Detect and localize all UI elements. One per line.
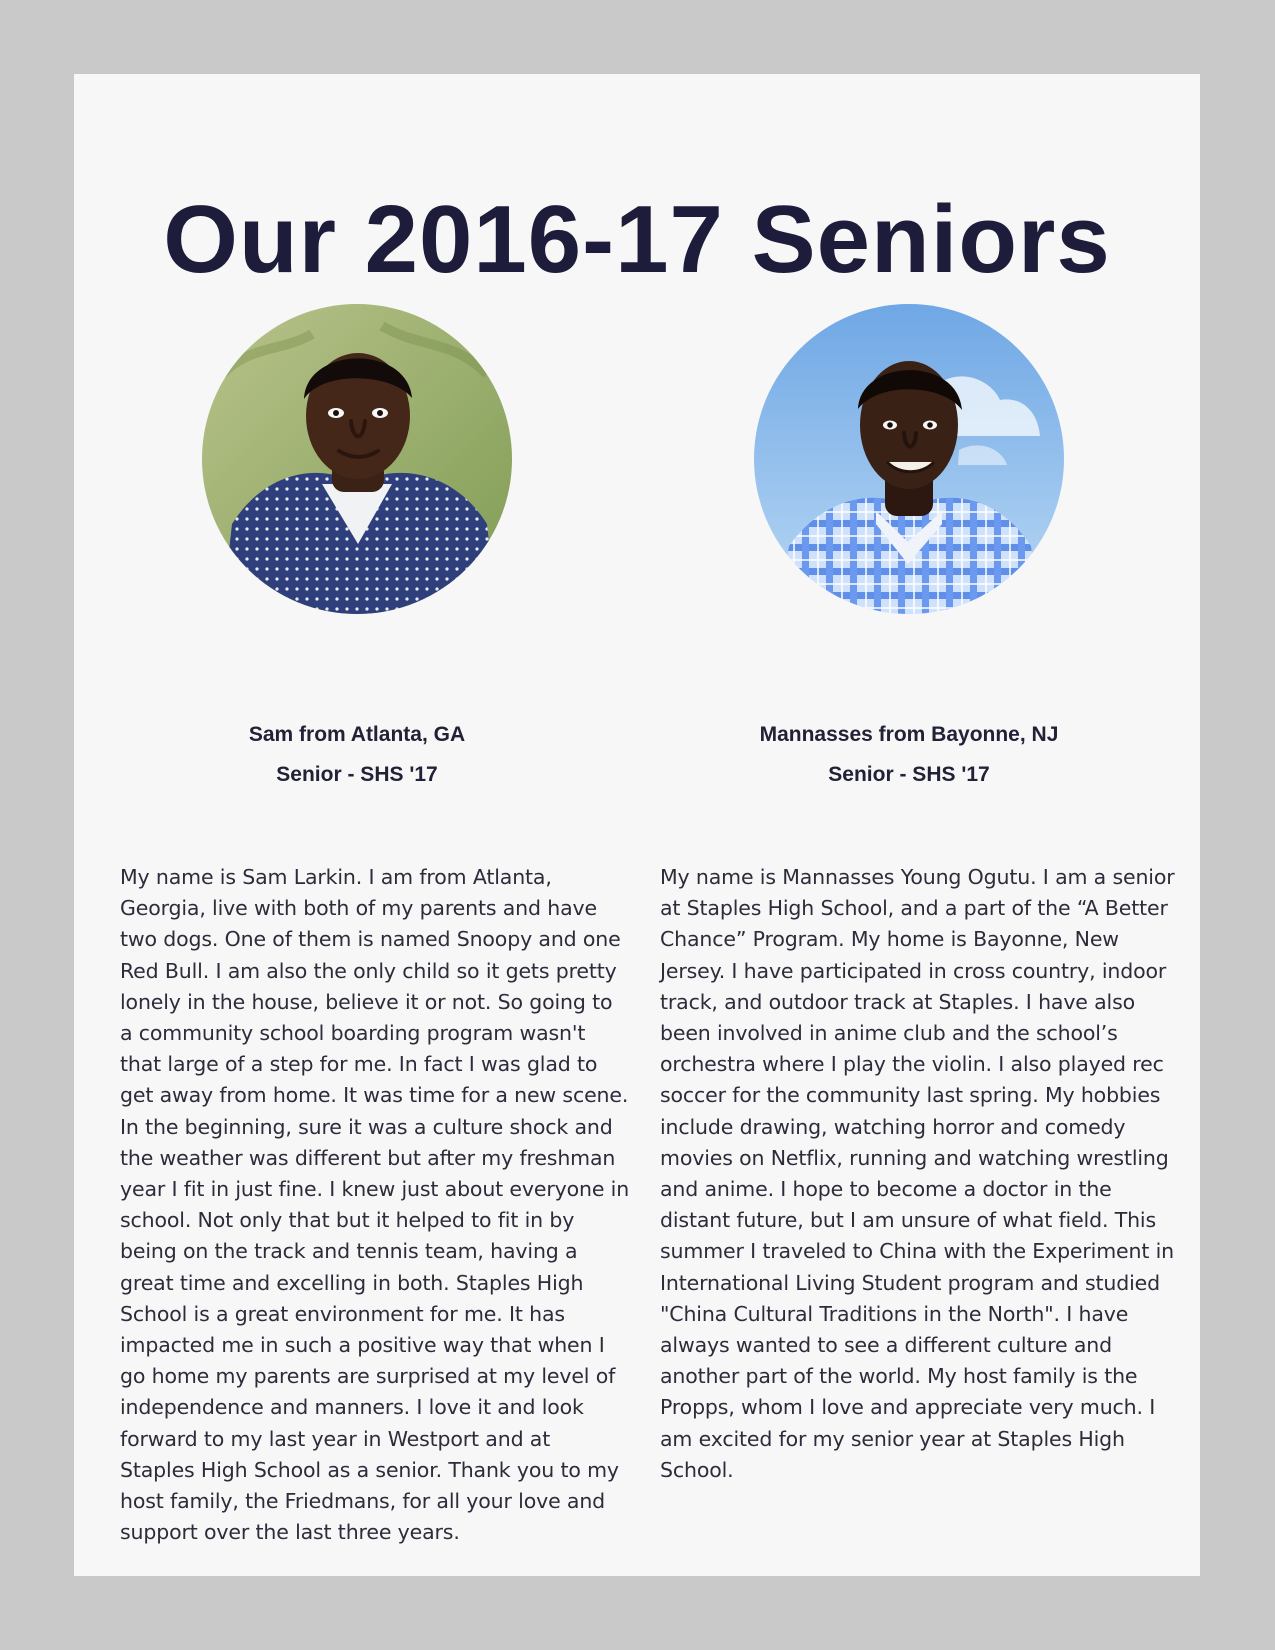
page-title: Our 2016-17 Seniors xyxy=(163,186,1111,293)
student-name-location: Mannasses from Bayonne, NJ xyxy=(759,723,1059,746)
student-portrait-sam-icon xyxy=(202,304,512,614)
student-photo xyxy=(202,304,512,614)
student-photo xyxy=(754,304,1064,614)
newsletter-page xyxy=(74,74,1200,1576)
student-caption xyxy=(699,715,1119,795)
student-caption xyxy=(147,715,567,795)
student-name-location: Sam from Atlanta, GA xyxy=(248,723,466,746)
student-bio: My name is Sam Larkin. I am from Atlanta, Georgia, live with both of my parents and have two dogs. One of them is named Snoopy and one Red Bull. I am also the only child so it gets pretty lonely in the house, believe it or not. So going to a community school boarding program wasn't that large of a step for me. In fact I was glad to get away from home. It was time for a new scene. In the beginning, sure it was a culture shock and the weather was different but after my freshman year I fit in just fine. I knew just about everyone in school. Not only that but it helped to fit in by being on the track and tennis team, having a great time and excelling in both. Staples High School is a great environment for me. It has impacted me in such a positive way that when I go home my parents are surprised at my level of independence and manners. I love it and look forward to my last year in Westport and at Staples High School as a senior. Thank you to my host family, the Friedmans, for all your love and support over the last three years. xyxy=(120,865,630,1545)
student-class: Senior - SHS '17 xyxy=(276,763,438,786)
student-portrait-mannasses-icon xyxy=(754,304,1064,614)
student-bio: My name is Mannasses Young Ogutu. I am a senior at Staples High School, and a part of the “A Better Chance” Program. My home is Bayonne, New Jersey. I have participated in cross country, indoor track, and outdoor track at Staples. I have also been involved in anime club and the school’s orchestra where I play the violin. I also played rec soccer for the community last spring. My hobbies include drawing, watching horror and comedy movies on Netflix, running and watching wrestling and anime. I hope to become a doctor in the distant future, but I am unsure of what field. This summer I traveled to China with the Experiment in International Living Student program and studied "China Cultural Traditions in the North". I have always wanted to see a different culture and another part of the world. My host family is the Propps, whom I love and appreciate very much. I am excited for my senior year at Staples High School. xyxy=(660,865,1175,1482)
student-class: Senior - SHS '17 xyxy=(828,763,990,786)
